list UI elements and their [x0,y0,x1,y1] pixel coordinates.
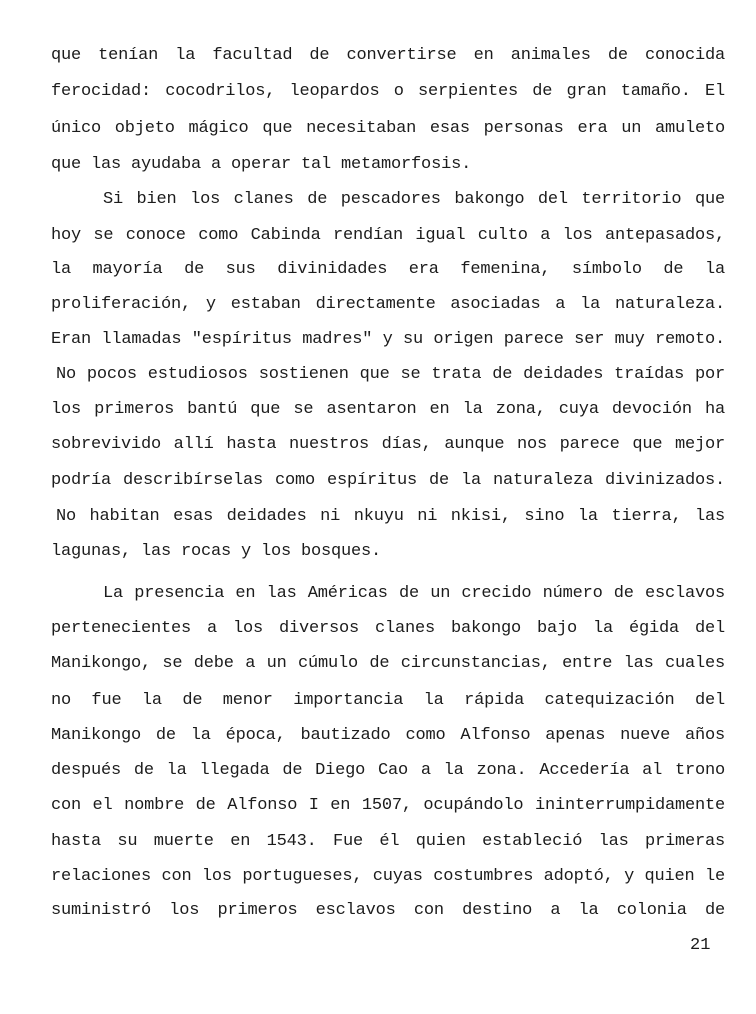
text-line: sobrevivido allí hasta nuestros días, aunque nos parece que mejor [51,435,725,454]
text-line: que tenían la facultad de convertirse en animales de conocida [51,46,725,65]
text-line: Manikongo, se debe a un cúmulo de circunstancias, entre las cuales [51,654,725,673]
text-line: relaciones con los portugueses, cuyas costumbres adoptó, y quien le [51,867,725,886]
text-line: Manikongo de la época, bautizado como Alfonso apenas nueve años [51,726,725,745]
text-line: proliferación, y estaban directamente asociadas a la naturaleza. [51,295,725,314]
text-line: No habitan esas deidades ni nkuyu ni nkisi, sino la tierra, las [56,507,725,526]
text-line: hoy se conoce como Cabinda rendían igual culto a los antepasados, [51,226,725,245]
text-line: hasta su muerte en 1543. Fue él quien estableció las primeras [51,832,725,851]
text-line: pertenecientes a los diversos clanes bakongo bajo la égida del [51,619,725,638]
text-line: con el nombre de Alfonso I en 1507, ocupándolo ininterrumpidamente [51,796,725,815]
text-line: los primeros bantú que se asentaron en la zona, cuya devoción ha [51,400,725,419]
text-line: después de la llegada de Diego Cao a la zona. Accedería al trono [51,761,725,780]
text-line: suministró los primeros esclavos con destino a la colonia de [51,901,725,920]
text-line: podría describírselas como espíritus de la naturaleza divinizados. [51,471,725,490]
text-line: La presencia en las Américas de un crecido número de esclavos [103,584,725,603]
text-line: ferocidad: cocodrilos, leopardos o serpientes de gran tamaño. El [51,82,725,101]
text-line: No pocos estudiosos sostienen que se trata de deidades traídas por [56,365,725,384]
page-number: 21 [690,936,711,955]
text-line: lagunas, las rocas y los bosques. [51,542,382,561]
text-line: no fue la de menor importancia la rápida catequización del [51,691,725,710]
text-line: Eran llamadas "espíritus madres" y su origen parece ser muy remoto. [51,330,725,349]
text-line: que las ayudaba a operar tal metamorfosis. [51,155,472,174]
text-line: la mayoría de sus divinidades era femenina, símbolo de la [51,260,725,279]
text-line: Si bien los clanes de pescadores bakongo del territorio que [103,190,725,209]
text-line: único objeto mágico que necesitaban esas personas era un amuleto [51,119,725,138]
